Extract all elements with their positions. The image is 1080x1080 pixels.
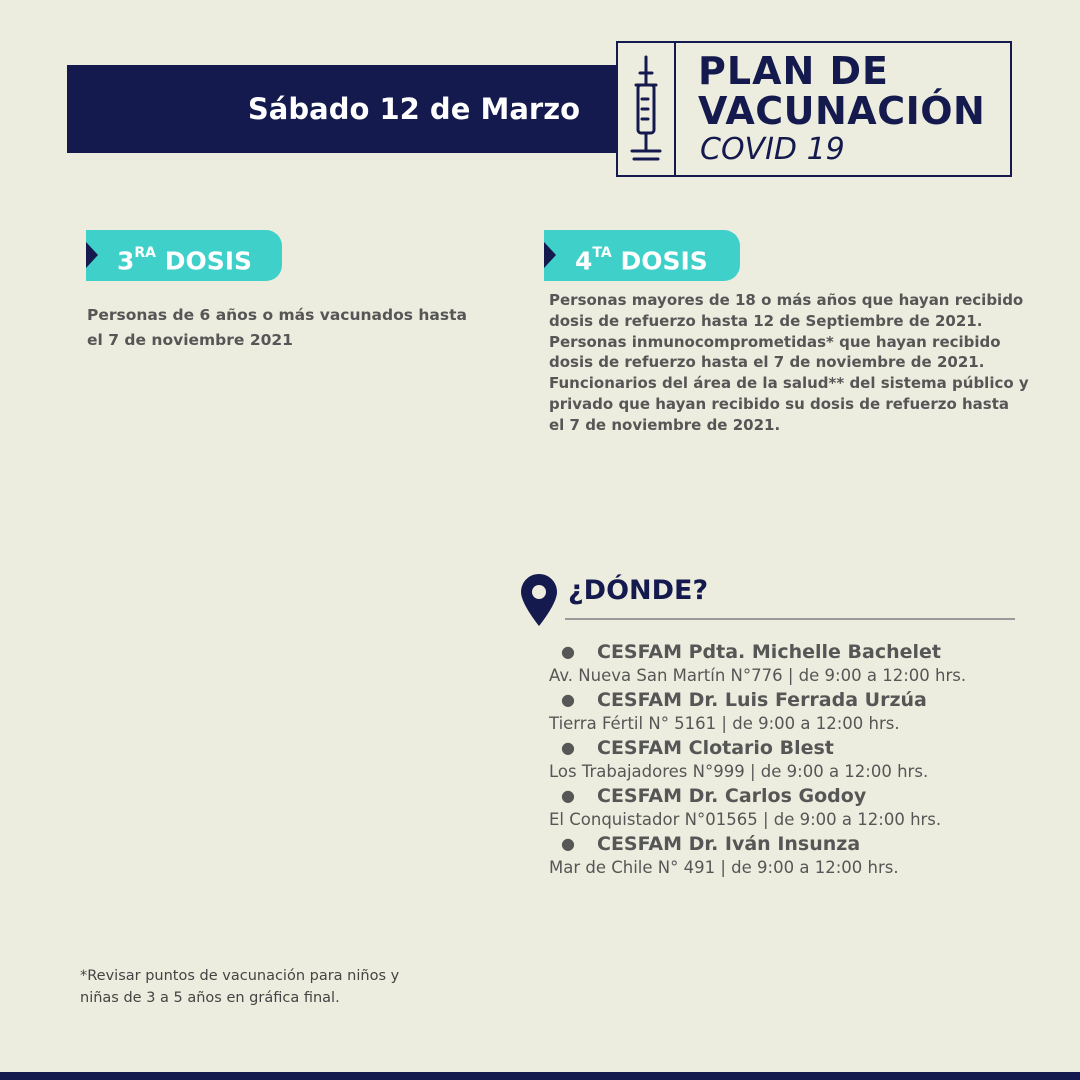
bullet-icon: ●	[561, 834, 575, 853]
dose4-paragraph: Personas inmunocomprometidas* que hayan recibido dosis de refuerzo hasta el 7 de noviembre de 2021.	[549, 332, 1001, 372]
footnote: *Revisar puntos de vacunación para niños y niñas de 3 a 5 años en gráfica final.	[80, 968, 400, 1006]
location-name	[549, 640, 1069, 664]
bottom-bar	[0, 1072, 1080, 1080]
location-name-text: CESFAM Clotario Blest	[597, 737, 834, 759]
location-item	[549, 832, 1069, 880]
location-address: Av. Nueva San Martín N°776 | de 9:00 a 12:00 hrs.	[549, 666, 967, 685]
date-banner	[67, 65, 618, 153]
bullet-icon: ●	[561, 738, 575, 757]
dose4-description	[549, 290, 1029, 436]
dose3-number: 3	[117, 246, 135, 276]
dose4-badge	[544, 230, 740, 281]
location-name-text: CESFAM Dr. Carlos Godoy	[597, 785, 867, 807]
bullet-icon: ●	[561, 642, 575, 661]
location-name-text: CESFAM Pdta. Michelle Bachelet	[597, 641, 941, 663]
location-name-text: CESFAM Dr. Luis Ferrada Urzúa	[597, 689, 927, 711]
date-text: Sábado 12 de Marzo	[247, 92, 580, 126]
plan-title-box	[616, 41, 1012, 177]
dose3-suffix: RA	[134, 245, 157, 261]
title-line-3: COVID 19	[700, 132, 845, 167]
donde-title: ¿DÓNDE?	[568, 575, 709, 606]
map-pin-icon	[521, 574, 557, 626]
syringe-icon	[626, 55, 666, 165]
dose3-description: Personas de 6 años o más vacunados hasta el 7 de noviembre 2021	[87, 306, 467, 349]
location-name-text: CESFAM Dr. Iván Insunza	[597, 833, 861, 855]
title-divider	[674, 43, 676, 175]
dose4-paragraph: Personas mayores de 18 o más años que hayan recibido dosis de refuerzo hasta 12 de Septiembre de 2021.	[549, 291, 1024, 330]
location-item	[549, 640, 1069, 688]
dose4-suffix: TA	[592, 245, 612, 261]
location-name	[549, 688, 1069, 712]
location-address: Tierra Fértil N° 5161 | de 9:00 a 12:00 hrs.	[549, 714, 900, 733]
location-address: Los Trabajadores N°999 | de 9:00 a 12:00 hrs.	[549, 762, 929, 781]
location-item	[549, 736, 1069, 784]
location-item	[549, 784, 1069, 832]
dose3-badge	[86, 230, 282, 281]
location-item	[549, 688, 1069, 736]
dose3-word: DOSIS	[164, 246, 253, 276]
bullet-icon: ●	[561, 690, 575, 709]
dose4-label	[575, 230, 708, 287]
dose4-word: DOSIS	[620, 246, 708, 276]
location-name	[549, 784, 1069, 808]
title-line-1: PLAN DE	[698, 49, 890, 93]
location-address: El Conquistador N°01565 | de 9:00 a 12:00 hrs.	[549, 810, 942, 829]
title-line-2: VACUNACIÓN	[698, 89, 986, 133]
location-list	[549, 640, 1069, 880]
dose4-paragraph: Funcionarios del área de la salud** del sistema público y privado que hayan recibido su dosis de refuerzo hasta el 7 de noviembre de 2021.	[549, 374, 1029, 434]
location-name	[549, 736, 1069, 760]
donde-divider	[565, 618, 1015, 620]
arrow-right-icon	[86, 242, 98, 268]
arrow-right-icon	[544, 242, 556, 268]
location-name	[549, 832, 1069, 856]
dose4-number: 4	[575, 246, 593, 276]
location-address: Mar de Chile N° 491 | de 9:00 a 12:00 hrs.	[549, 858, 899, 877]
bullet-icon: ●	[561, 786, 575, 805]
dose3-label	[117, 230, 252, 287]
